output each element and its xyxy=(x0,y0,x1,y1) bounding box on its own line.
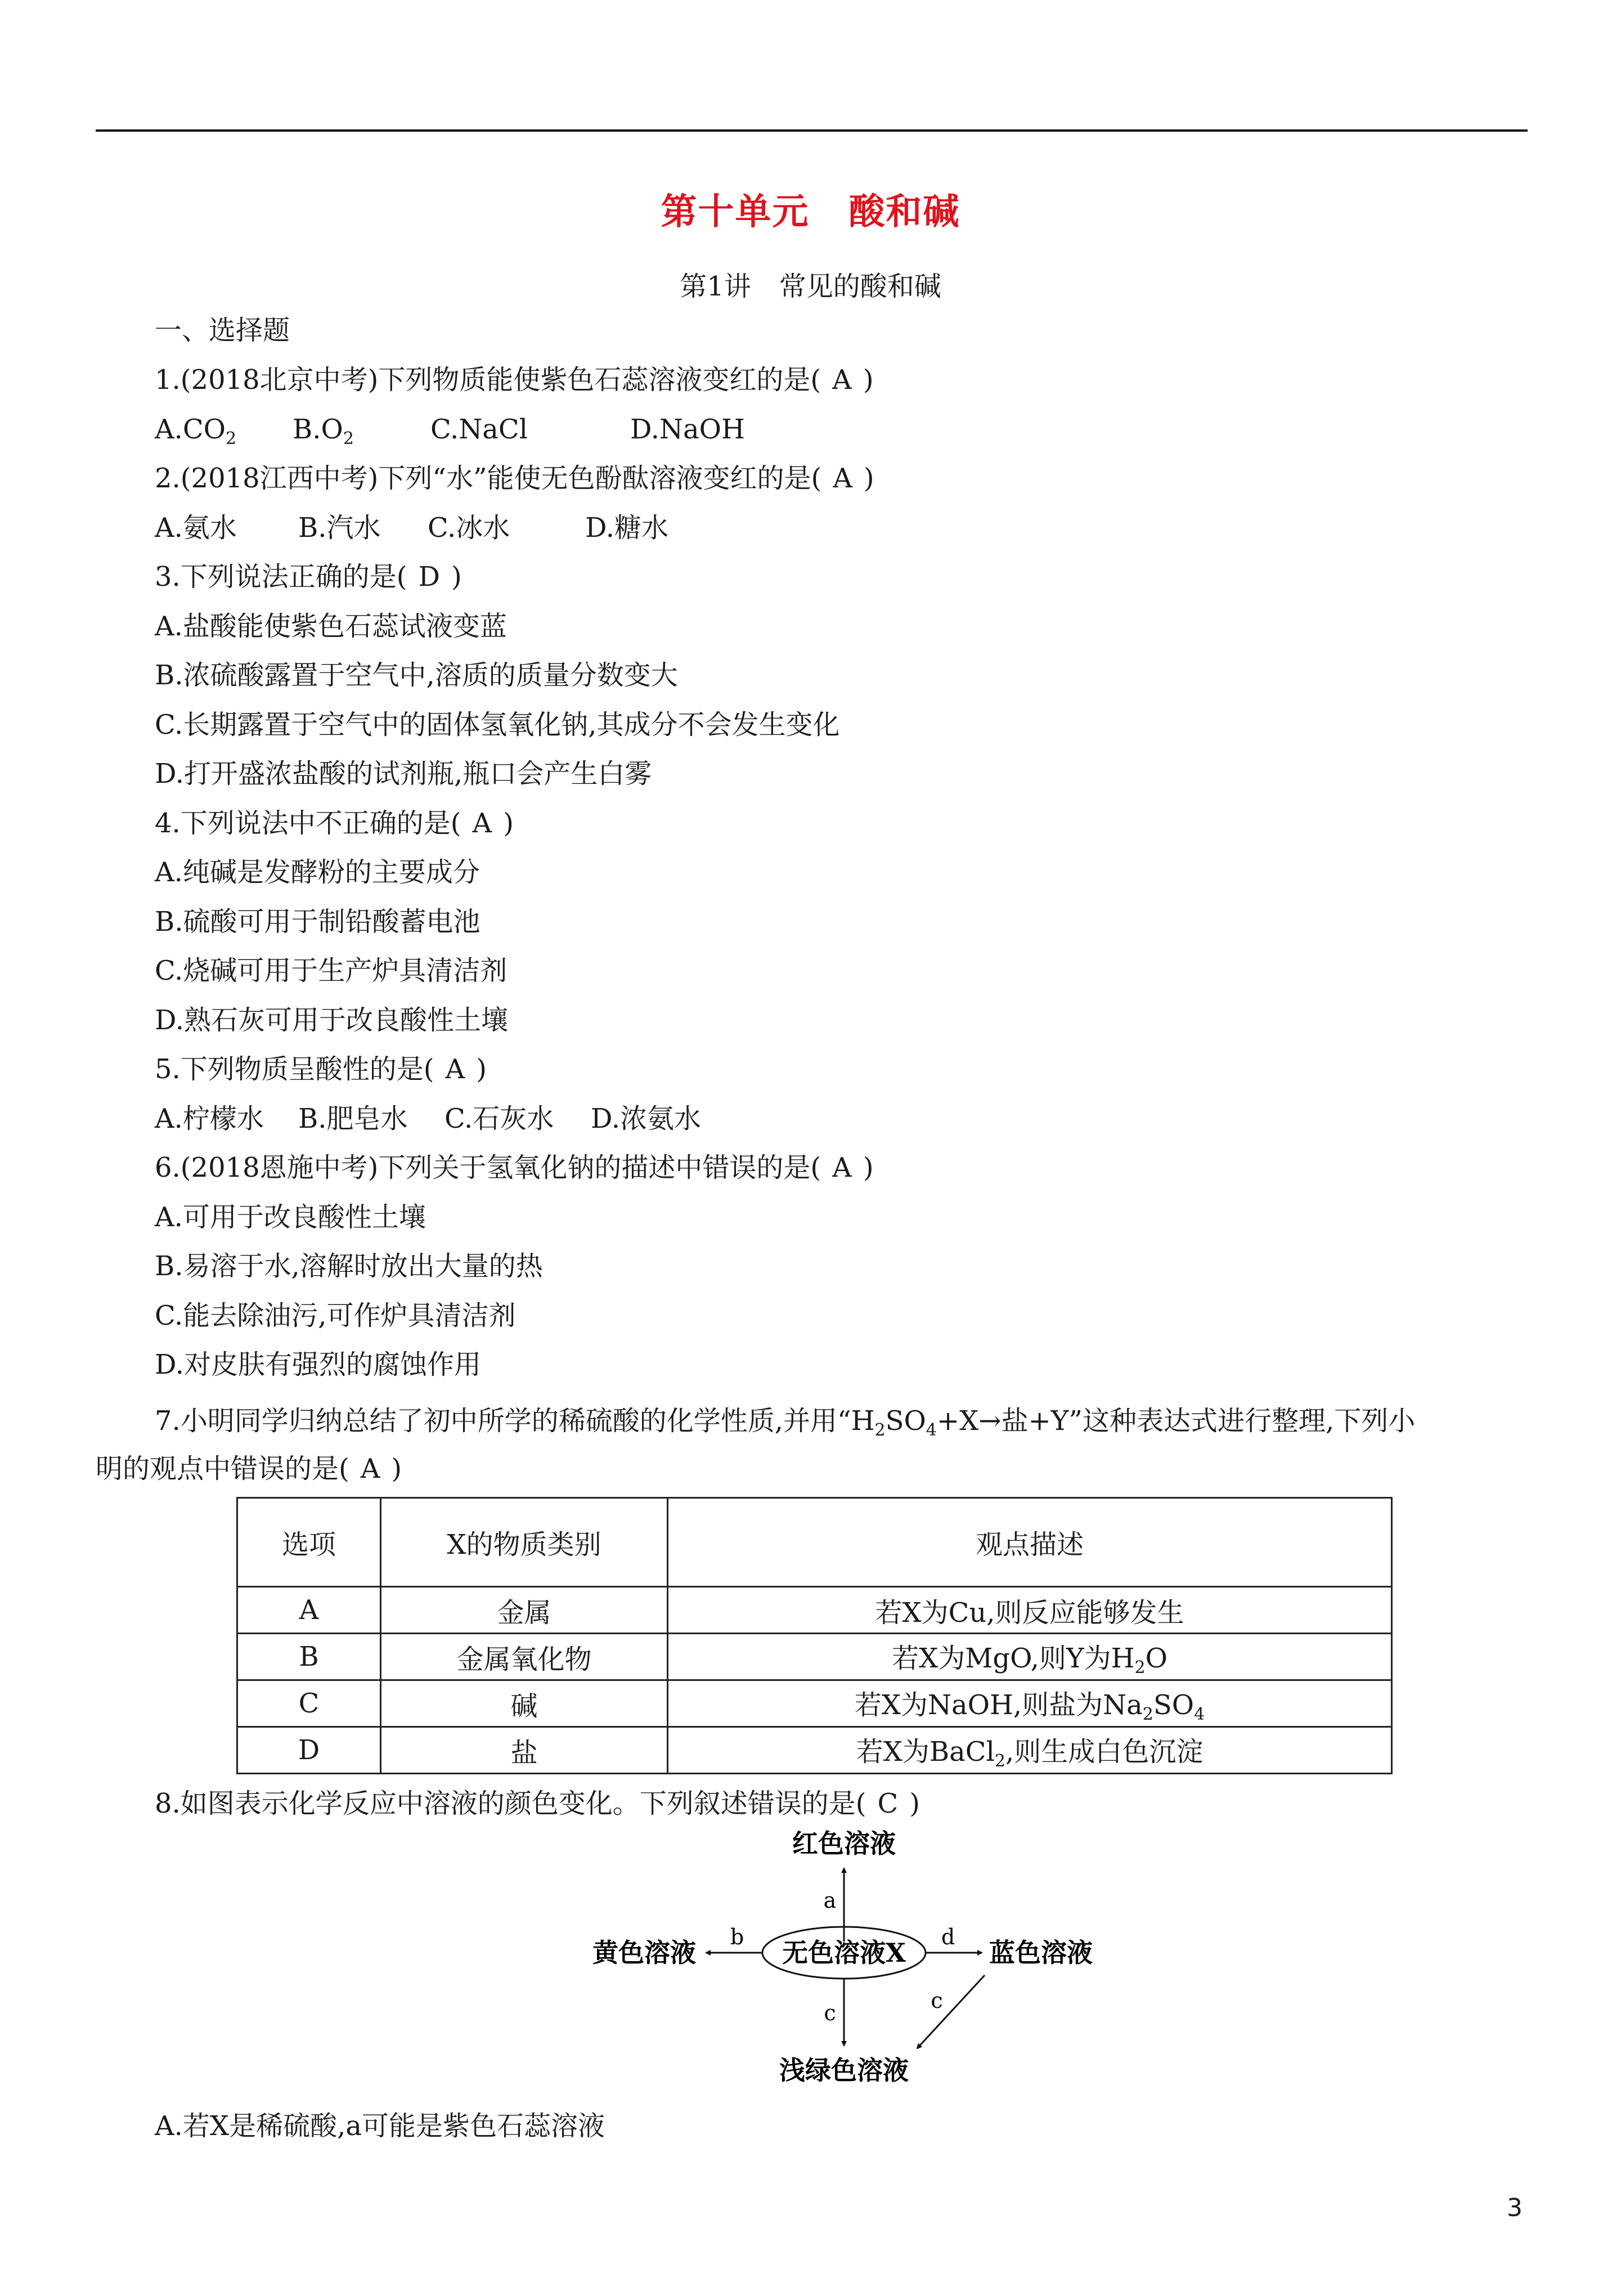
lesson-number: 第1讲 xyxy=(680,271,751,302)
option-c: C.冰水 xyxy=(428,512,510,544)
question-6 xyxy=(155,1151,874,1185)
paren-close: ) xyxy=(863,364,874,396)
unit-title xyxy=(0,183,1621,235)
table-header-row xyxy=(237,1498,1392,1587)
question-3 xyxy=(155,560,462,594)
arrow-label-b: b xyxy=(730,1925,744,1949)
arrow-label-a: a xyxy=(823,1888,837,1913)
section-heading: 一、选择题 xyxy=(155,315,290,346)
question-7-stem-end: +X→盐+Y”这种表达式进行整理,下列小 xyxy=(936,1405,1416,1437)
question-4-answer: A xyxy=(472,808,492,839)
option-d: D.NaOH xyxy=(630,414,745,445)
question-1-options xyxy=(155,412,745,456)
option-a xyxy=(155,412,293,456)
cell-text: O xyxy=(1145,1642,1168,1674)
option-c: C.能去除油污,可作炉具清洁剂 xyxy=(155,1300,516,1331)
option-c: C.石灰水 xyxy=(444,1103,554,1134)
question-7-stem-cont: 明的观点中错误的是( xyxy=(96,1453,349,1485)
table-cell xyxy=(668,1680,1392,1727)
table-cell: 金属 xyxy=(381,1587,668,1634)
question-2 xyxy=(155,461,874,495)
question-1 xyxy=(155,363,874,397)
question-5 xyxy=(155,1052,487,1086)
paren-close: ) xyxy=(503,808,514,839)
center-solution-label: 无色溶液X xyxy=(782,1938,906,1968)
subscript: 2 xyxy=(874,1420,886,1440)
right-solution-label: 蓝色溶液 xyxy=(989,1938,1093,1968)
unit-title-name: 酸和碱 xyxy=(848,191,960,233)
option-b: B.肥皂水 xyxy=(298,1103,408,1134)
paren-close: ) xyxy=(476,1053,487,1085)
option-d: D.糖水 xyxy=(585,512,669,544)
table-header: 观点描述 xyxy=(668,1498,1392,1587)
table-cell: 碱 xyxy=(381,1680,668,1727)
arrow-diagonal xyxy=(917,1975,985,2048)
option-a: A.纯碱是发酵粉的主要成分 xyxy=(155,856,480,888)
option-c: C.长期露置于空气中的固体氢氧化钠,其成分不会发生变化 xyxy=(155,709,840,741)
subscript: 2 xyxy=(226,429,237,449)
question-7-line-1 xyxy=(155,1404,1415,1447)
subscript: 4 xyxy=(1194,1704,1205,1724)
unit-title-number: 第十单元 xyxy=(661,191,810,233)
cell-text: SO xyxy=(1153,1689,1195,1721)
option-a: A.可用于改良酸性土壤 xyxy=(155,1201,426,1233)
question-7-line-2 xyxy=(96,1452,402,1486)
top-solution-label: 红色溶液 xyxy=(792,1829,896,1859)
option-c: C.NaCl xyxy=(430,414,528,445)
option-d: D.熟石灰可用于改良酸性土壤 xyxy=(155,1004,509,1036)
table-row xyxy=(237,1587,1392,1634)
option-a-text: A.CO xyxy=(155,414,226,445)
question-2-stem: 2.(2018江西中考)下列“水”能使无色酚酞溶液变红的是( xyxy=(155,463,822,494)
lesson-title xyxy=(0,264,1621,303)
table-cell xyxy=(668,1727,1392,1774)
paren-close: ) xyxy=(909,1788,920,1819)
option-a: A.氨水 xyxy=(155,512,237,544)
paren-close: ) xyxy=(863,1152,874,1183)
option-b-text: B.O xyxy=(293,414,343,445)
option-b: B.硫酸可用于制铅酸蓄电池 xyxy=(155,906,481,938)
table-cell xyxy=(668,1634,1392,1680)
paren-close: ) xyxy=(451,561,462,593)
table-row xyxy=(237,1680,1392,1727)
arrow-label-c-diagonal: c xyxy=(931,1988,943,2013)
option-b: B.易溶于水,溶解时放出大量的热 xyxy=(155,1250,543,1282)
subscript: 4 xyxy=(926,1420,937,1440)
option-b: B.浓硫酸露置于空气中,溶质的质量分数变大 xyxy=(155,660,678,691)
question-5-answer: A xyxy=(445,1053,465,1085)
question-8-stem: 8.如图表示化学反应中溶液的颜色变化。下列叙述错误的是( xyxy=(155,1788,866,1819)
paren-close: ) xyxy=(863,463,874,494)
option-d: D.对皮肤有强烈的腐蚀作用 xyxy=(155,1349,482,1380)
subscript: 2 xyxy=(1134,1657,1146,1678)
page-number: 3 xyxy=(1507,2194,1523,2222)
question-3-answer: D xyxy=(418,561,441,593)
question-8-answer: C xyxy=(877,1788,899,1819)
question-2-answer: A xyxy=(833,463,852,494)
question-5-stem: 5.下列物质呈酸性的是( xyxy=(155,1053,434,1085)
option-b: B.汽水 xyxy=(298,512,381,544)
question-4 xyxy=(155,806,514,840)
subscript: 2 xyxy=(343,429,354,449)
table-header: 选项 xyxy=(237,1498,381,1587)
lesson-name: 常见的酸和碱 xyxy=(779,271,941,302)
question-3-stem: 3.下列说法正确的是( xyxy=(155,561,407,593)
option-b xyxy=(293,412,430,456)
bottom-solution-label: 浅绿色溶液 xyxy=(779,2055,909,2086)
table-cell: B xyxy=(237,1634,381,1680)
option-a: A.柠檬水 xyxy=(155,1103,264,1134)
cell-text: 若X为MgO,则Y为H xyxy=(892,1642,1135,1674)
question-7-table xyxy=(236,1497,1393,1774)
paren-close: ) xyxy=(391,1453,402,1485)
option-a: A.若X是稀硫酸,a可能是紫色石蕊溶液 xyxy=(155,2110,605,2142)
question-7-stem-start: 7.小明同学归纳总结了初中所学的稀硫酸的化学性质,并用“H xyxy=(155,1405,875,1437)
formula-part: SO xyxy=(885,1405,926,1437)
cell-text: 若X为NaOH,则盐为Na xyxy=(854,1689,1143,1721)
table-cell: 盐 xyxy=(381,1727,668,1774)
cell-text: 若X为BaCl xyxy=(856,1736,995,1768)
subscript: 2 xyxy=(994,1751,1005,1771)
header-rule xyxy=(96,129,1528,132)
question-1-stem: 1.(2018北京中考)下列物质能使紫色石蕊溶液变红的是( xyxy=(155,364,821,396)
table-row xyxy=(237,1634,1392,1680)
arrow-label-d: d xyxy=(941,1925,955,1949)
question-1-answer: A xyxy=(832,364,852,396)
table-row xyxy=(237,1727,1392,1774)
cell-text: ,则生成白色沉淀 xyxy=(1005,1736,1204,1768)
question-6-answer: A xyxy=(832,1152,852,1183)
subscript: 2 xyxy=(1142,1704,1153,1724)
table-cell: 若X为Cu,则反应能够发生 xyxy=(668,1587,1392,1634)
question-8 xyxy=(155,1787,920,1820)
table-cell: 金属氧化物 xyxy=(381,1634,668,1680)
arrow-label-c: c xyxy=(824,2001,836,2025)
option-c: C.烧碱可用于生产炉具清洁剂 xyxy=(155,955,508,986)
left-solution-label: 黄色溶液 xyxy=(592,1938,696,1968)
question-7-answer: A xyxy=(360,1453,380,1485)
option-a: A.盐酸能使紫色石蕊试液变蓝 xyxy=(155,611,507,642)
table-cell: D xyxy=(237,1727,381,1774)
question-6-stem: 6.(2018恩施中考)下列关于氢氧化钠的描述中错误的是( xyxy=(155,1152,821,1183)
table-cell: C xyxy=(237,1680,381,1727)
option-d: D.浓氨水 xyxy=(591,1103,702,1134)
table-cell: A xyxy=(237,1587,381,1634)
question-2-options xyxy=(155,511,668,545)
color-change-diagram xyxy=(585,1829,1125,2088)
table-header: X的物质类别 xyxy=(381,1498,668,1587)
question-4-stem: 4.下列说法中不正确的是( xyxy=(155,808,461,839)
question-5-options xyxy=(155,1102,701,1136)
option-d: D.打开盛浓盐酸的试剂瓶,瓶口会产生白雾 xyxy=(155,758,652,790)
